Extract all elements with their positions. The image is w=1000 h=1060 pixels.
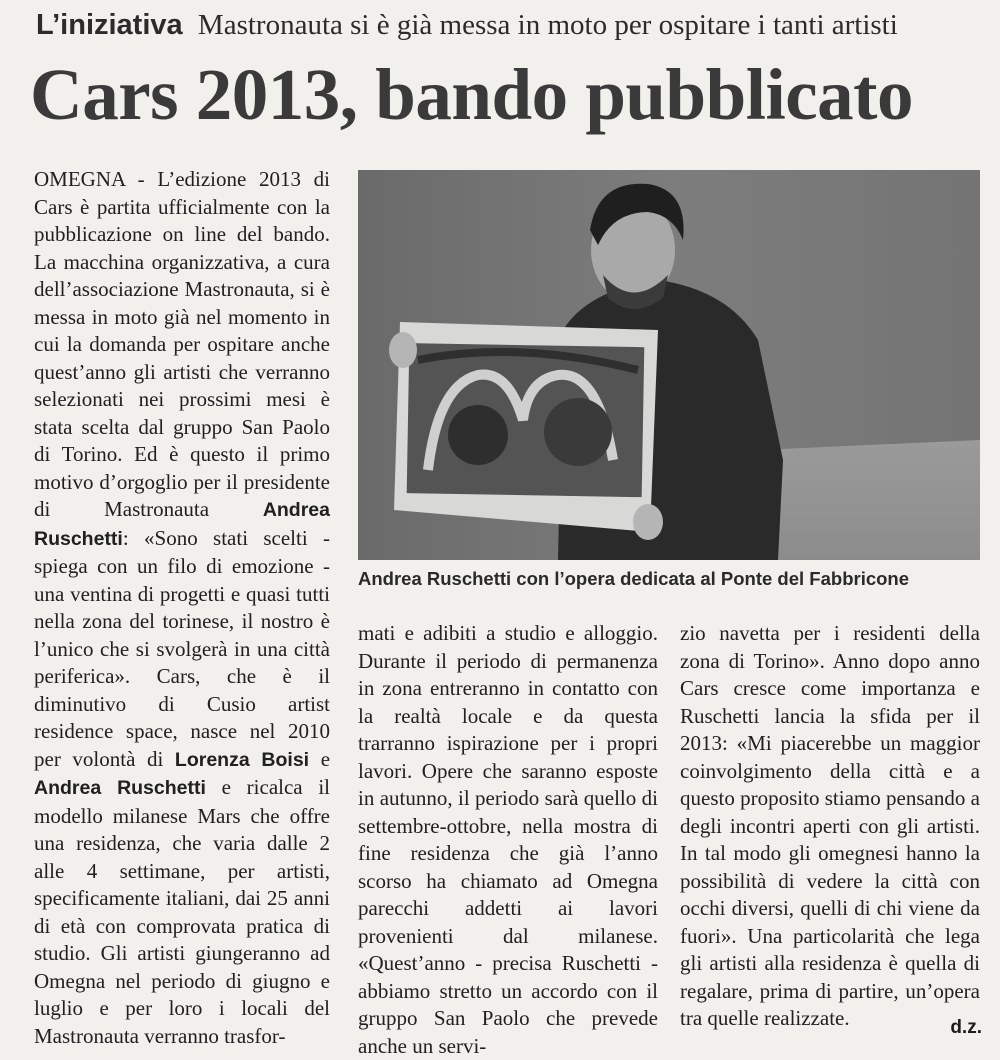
column-3-paragraph: zio navetta per i residenti della zona di Torino». Anno dopo anno Cars cresce come importanza e Ruschetti lancia la sfida per il 2013: «Mi piacerebbe un maggior coinvolgimento della città e a questo proposito stiamo pensando a degli incontri aperti con gli artisti. In tal modo gli omegnesi hanno la possibilità di vedere la città con occhi diversi, quelli di chi viene da fuori». Una particolarità che lega gli artisti alla residenza è quella di regalare, prima di partire, un’opera tra quelle realizzate. xyxy=(680,621,980,1030)
kicker-label: L’iniziativa xyxy=(36,9,183,41)
article-photo xyxy=(358,170,980,560)
headline: Cars 2013, bando pubblicato xyxy=(30,54,913,135)
kicker xyxy=(36,8,986,42)
person-name-bold: Andrea Ruschetti xyxy=(34,777,206,799)
column-2-paragraph: mati e adibiti a studio e alloggio. Durante il periodo di permanenza in zona entreranno in contatto con la realtà locale e da questa trarranno ispirazione per i propri lavori. Opere che saranno esposte in autunno, il periodo sarà quello di settembre-ottobre, nella mostra di fine residenza che già l’anno scorso ha chiamato ad Omegna parecchi addetti ai lavori provenienti dal milanese. «Quest’anno - precisa Ruschetti - abbiamo stretto un accordo con il gruppo San Paolo che prevede anche un servi- xyxy=(358,621,658,1058)
author-signature: d.z. xyxy=(950,1017,982,1038)
text-run: OMEGNA - L’edizione 2013 di Cars è partita ufficialmente con la pubblicazione on line del bando. La macchina organizzativa, a cura dell’associazione Mastronauta, si è messa in moto già nel momento in cui la domanda per ospitare anche quest’anno gli artisti che verranno selezionati nei prossimi mesi è stata scelta dal gruppo San Paolo di Torino. Ed è questo il primo motivo d’orgoglio per il presidente di Mastronauta xyxy=(34,167,330,521)
photo-caption: Andrea Ruschetti con l’opera dedicata al Ponte del Fabbricone xyxy=(358,568,910,589)
kicker-deck: Mastronauta si è già messa in moto per ospitare i tanti artisti xyxy=(197,9,898,41)
person-name-bold: Lorenza Boisi xyxy=(174,748,310,771)
article-column-3 xyxy=(680,620,980,1033)
person-name-bold: Andrea Ruschetti xyxy=(34,499,330,550)
photo-illustration xyxy=(358,170,980,560)
text-run: : «Sono stati scelti - spiega con un filo di emozione - una ventina di progetti e quasi tutti nella zona del torinese, il nostro è l’unico che si svolgerà in una città periferica». Cars, che è il diminutivo di Cusio artist residence space, nasce nel 2010 per volontà di xyxy=(34,525,330,771)
article-column-1 xyxy=(34,166,330,1050)
article-column-2 xyxy=(358,620,658,1060)
text-run: e xyxy=(309,746,331,771)
text-run: e ricalca il modello milanese Mars che offre una residenza, che varia dalle 2 alle 4 settimane, per artisti, specificamente italiani, dai 25 anni di età con comprovata pratica di studio. Gli artisti giungeranno ad Omegna nel periodo di giugno e luglio e per loro i locali del Mastronauta verranno trasfor- xyxy=(34,775,331,1048)
column-1-paragraph xyxy=(34,166,330,1050)
